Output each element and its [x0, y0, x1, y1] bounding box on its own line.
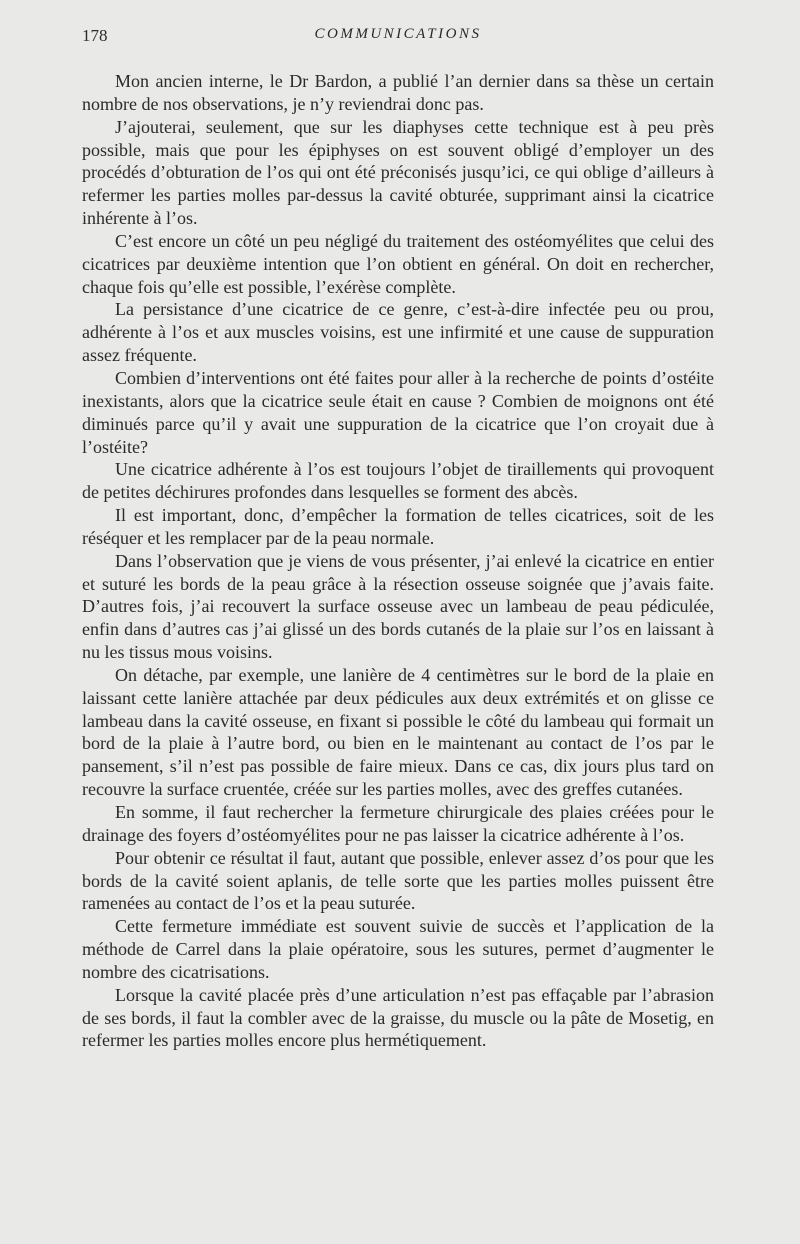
paragraph: Pour obtenir ce résultat il faut, autant que possible, enlever assez d’os pour que les bords de la cavité soient aplanis, de telle sorte que les parties molles puissent être ramenées au contact de l’os et la peau suturée. [82, 847, 714, 914]
paragraph: Mon ancien interne, le Dr Bardon, a publié l’an dernier dans sa thèse un certain nombre de nos observations, je n’y reviendrai donc pas. [82, 71, 714, 114]
paragraph: Il est important, donc, d’empêcher la formation de telles cicatrices, soit de les réséquer et les remplacer par de la peau normale. [82, 505, 714, 548]
paragraph: La persistance d’une cicatrice de ce genre, c’est-à-dire infectée peu ou prou, adhérente à l’os et aux muscles voisins, est une infirmité et une cause de suppuration assez fréquente. [82, 299, 714, 366]
page-number: 178 [82, 26, 108, 45]
paragraph: C’est encore un côté un peu négligé du traitement des ostéomyélites que celui des cicatrices par deuxième intention que l’on obtient en général. On doit en rechercher, chaque fois qu’elle est possible, l’exérèse complète. [82, 230, 714, 297]
running-head [82, 26, 714, 50]
paragraph: Combien d’interventions ont été faites pour aller à la recherche de points d’ostéite inexistants, alors que la cicatrice seule était en cause ? Combien de moignons ont été diminués parce qu’il y avait une suppuration de la cicatrice que l’on croyait due à l’ostéite? [82, 367, 714, 457]
body-text [82, 70, 714, 1052]
paragraph: Cette fermeture immédiate est souvent suivie de succès et l’application de la méthode de Carrel dans la plaie opératoire, sous les sutures, permet d’augmenter le nombre des cicatrisations. [82, 916, 714, 982]
paragraph: J’ajouterai, seulement, que sur les diaphyses cette technique est à peu près possible, mais que pour les épiphyses on est souvent obligé d’employer un des procédés d’obturation de l’os qui ont été préconisés jusqu’ici, ce qui oblige d’ailleurs à refermer les parties molles par-dessus la cavité obturée, supprimant ainsi la cicatrice inhérente à l’os. [82, 116, 714, 229]
paragraph: En somme, il faut rechercher la fermeture chirurgicale des plaies créées pour le drainage des foyers d’ostéomyélites pour ne pas laisser la cicatrice adhérente à l’os. [82, 802, 714, 845]
paragraph: On détache, par exemple, une lanière de 4 centimètres sur le bord de la plaie en laissant cette lanière attachée par deux pédicules aux deux extrémités et on glisse ce lambeau dans la cavité osseuse, en fixant si possible le côté du lambeau qui formait un bord de la plaie à l’autre bord, ou bien en le maintenant au contact de l’os par le pansement, s’il n’est pas possible de faire mieux. Dans ce cas, dix jours plus tard on recouvre la surface cruentée, créée sur les parties molles, avec des greffes cutanées. [82, 664, 714, 800]
paragraph: Lorsque la cavité placée près d’une articulation n’est pas effaçable par l’abrasion de ses bords, il faut la combler avec de la graisse, du muscle ou la pâte de Mosetig, en refermer les parties molles encore plus hermétiquement. [82, 984, 714, 1051]
running-title: COMMUNICATIONS [314, 26, 482, 42]
paragraph: Dans l’observation que je viens de vous présenter, j’ai enlevé la cicatrice en entier et suturé les bords de la peau grâce à la résection osseuse soignée que j’avais faite. D’autres fois, j’ai recouvert la surface osseuse avec un lambeau de peau pédiculée, enfin dans d’autres cas j’ai glissé un des bords cutanés de la plaie sur l’os en laissant à nu les tissus mous voisins. [82, 550, 714, 663]
paragraph: Une cicatrice adhérente à l’os est toujours l’objet de tiraillements qui provoquent de petites déchirures profondes dans lesquelles se forment des abcès. [82, 459, 714, 503]
